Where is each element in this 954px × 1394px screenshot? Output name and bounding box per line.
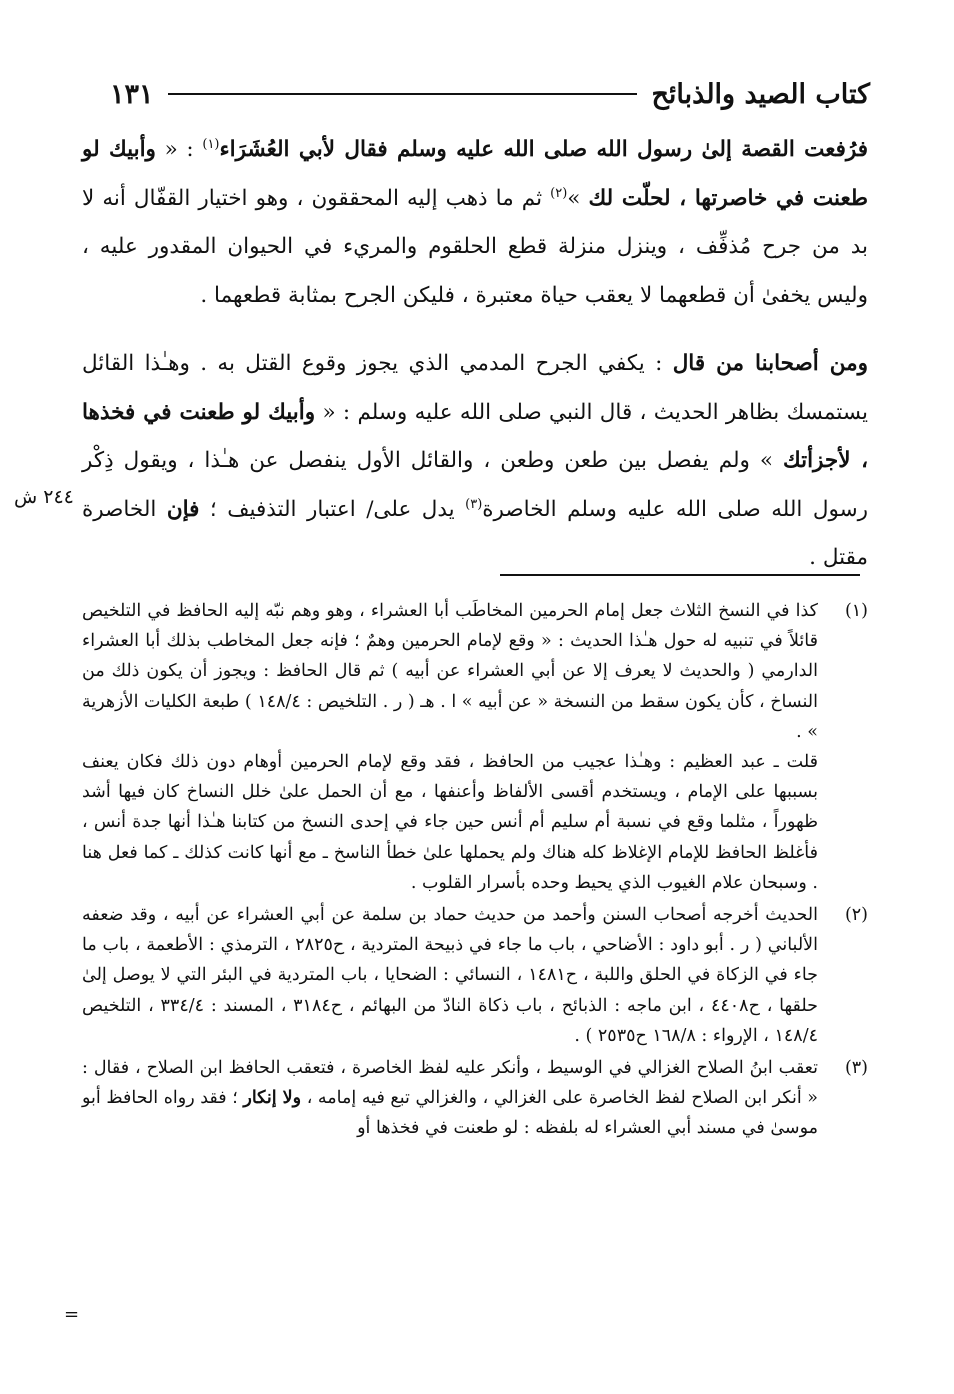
footnote-ref-1[interactable]: (١) <box>202 136 220 152</box>
p2-body-2: » ولم يفصل بين طعن وطعن ، والقائل الأول ينفصل عن هـٰذا ، ويقول ذِكْر رسول الله صلى الله عليه وسلم الخاصرة <box>82 448 868 522</box>
page-header <box>110 74 870 114</box>
footnote-3 <box>82 1053 868 1144</box>
paragraph-2 <box>82 340 868 583</box>
p2-body-3: يدل على/ اعتبار التذفيف ؛ <box>199 496 466 522</box>
main-text <box>82 126 868 583</box>
footnote-3-bold: ولا إنكار <box>243 1088 302 1109</box>
p1-hadith: وأبيك لو طعنت في خاصرتها ، لحلّت لك <box>82 137 868 211</box>
footnotes <box>82 596 868 1146</box>
footnote-paragraph: كذا في النسخ الثلاث جعل إمام الحرمين المخاطَب أبا العشراء ، وهو وهم نبّه إليه الحافظ في التلخيص قائلاً في تنبيه له حول هـٰذا الحديث : « وقع لإمام الحرمين وهمٌ ؛ فإنه جعل المخاطب بذلك أبا العشراء الدارمي ( والحديث لا يعرف إلا عن أبي العشراء عن أبيه ) ثم قال الحافظ : ويجوز أن يكون ذلك من النساخ ، كأن يكون سقط من النسخة « عن أبيه » ا . هـ ( ر . التلخيص : ١٤٨/٤ ) طبعة الكليات الأزهرية » . <box>82 601 818 742</box>
footnote-number: (٣) <box>844 1058 868 1079</box>
footnote-number: (١) <box>844 601 868 621</box>
paragraph-1 <box>82 126 868 320</box>
header-rule <box>168 93 638 95</box>
footnote-ref-2[interactable]: (٢) <box>550 185 568 201</box>
p2-body-4: الخاصرة مقتل . <box>82 496 868 570</box>
p2-bold-fa-inna: فإن <box>166 496 200 522</box>
footnote-3-tail: ؛ فقد رواه الحافظ أبو موسىٰ في مسند أبي العشراء له بلفظه : لو طعنت في فخذها أو <box>82 1088 818 1139</box>
continuation-mark: = <box>64 1304 80 1325</box>
footnote-ref-3[interactable]: (٣) <box>465 496 483 512</box>
footnote-2 <box>82 900 868 1051</box>
p1-quote-close: » <box>567 185 589 211</box>
footnote-1 <box>82 596 868 898</box>
p2-opening: ومن أصحابنا من قال <box>672 351 869 376</box>
footnote-separator <box>500 574 860 576</box>
footnote-paragraph: قلت ـ عبد العظيم : وهـٰذا عجيب من الحافظ ، فقد وقع لإمام الحرمين أوهام دون ذلك فكان يعنف بسببها على الإمام ، ويستخدم أقسى الألفاظ وأعنفها ، مع أن الحمل علىٰ خلل النساخ كان فيها أشد ظهوراً ، مثلما وقع في نسبة أم سليم أم أنس حين جاء في إحدى النسخ من كتابنا هـٰذا أنها جدة أنس ، فأغلظ الحافظ للإمام الإغلاظ كله هناك ولم يحملها علىٰ خطأ الناسخ ـ مع أنها كانت كذلك ـ كما فعل هنا . وسبحان علام الغيوب الذي يحيط وحده بأسرار القلوب . <box>82 752 818 893</box>
footnote-body <box>82 1053 818 1144</box>
p2-hadith: وأبيك لو طعنت في فخذها ، لأجزأتك <box>82 399 869 473</box>
p1-body: ثم ما ذهب إليه المحققون ، وهو اختيار القفّال أنه لا بد من جرح مُذفِّف ، وينزل منزلة قطع الحلقوم والمريء في الحيوان المقدور عليه ، وليس يخفىٰ أن قطعهما لا يعقب حياة معتبرة ، فليكن الجرح بمثابة قطعهما . <box>82 185 868 308</box>
p1-quote-open: : « <box>155 137 203 162</box>
running-title: كتاب الصيد والذبائح <box>651 78 870 110</box>
footnote-paragraph: الحديث أخرجه أصحاب السنن وأحمد من حديث حماد بن سلمة عن أبي العشراء عن أبيه ، وقد ضعفه الألباني ( ر . أبو داود : الأضاحي ، باب ما جاء في ذبيحة المتردية ، ح٢٨٢٥ ، الترمذي : الأطعمة ، باب ما جاء في الزكاة في الحلق واللبة ، ح١٤٨١ ، النسائي : الضحايا ، باب المتردية في البئر التي لا يوصل إلىٰ حلقها ، ح٤٤٠٨ ، ابن ماجه : الذبائح ، باب ذكاة النادّ من البهائم ، ح٣١٨٤ ، المسند : ٣٣٤/٤ ، التلخيص ١٤٨/٤ ، الإرواء : ١٦٨/٨ ح٢٥٣٥ ) . <box>82 905 819 1046</box>
footnote-body <box>82 596 818 898</box>
p2-body-1: : يكفي الجرح المدمي الذي يجوز وقوع القتل به . وهـٰذا القائل يستمسك بظاهر الحديث ، قال النبي صلى الله عليه وسلم : « <box>82 351 868 425</box>
p1-opening: فرُفعت القصة إلىٰ رسول الله صلى الله عليه وسلم فقال لأبي العُشَرَاء <box>219 137 869 162</box>
manuscript-margin-note: ٢٤٤ ش <box>14 486 74 508</box>
page-number: ١٣١ <box>110 78 154 110</box>
footnote-body <box>82 900 818 1051</box>
footnote-3-lead: تعقب ابنُ الصلاح الغزالي في الوسيط ، وأنكر عليه لفظ الخاصرة ، فتعقب الحافظ ابن الصلاح ، فقال : « أنكر ابن الصلاح لفظ الخاصرة على الغزالي ، والغزالي تبع فيه إمامه ، <box>82 1058 818 1109</box>
footnote-paragraph <box>82 1053 818 1144</box>
footnote-number: (٢) <box>844 905 868 926</box>
